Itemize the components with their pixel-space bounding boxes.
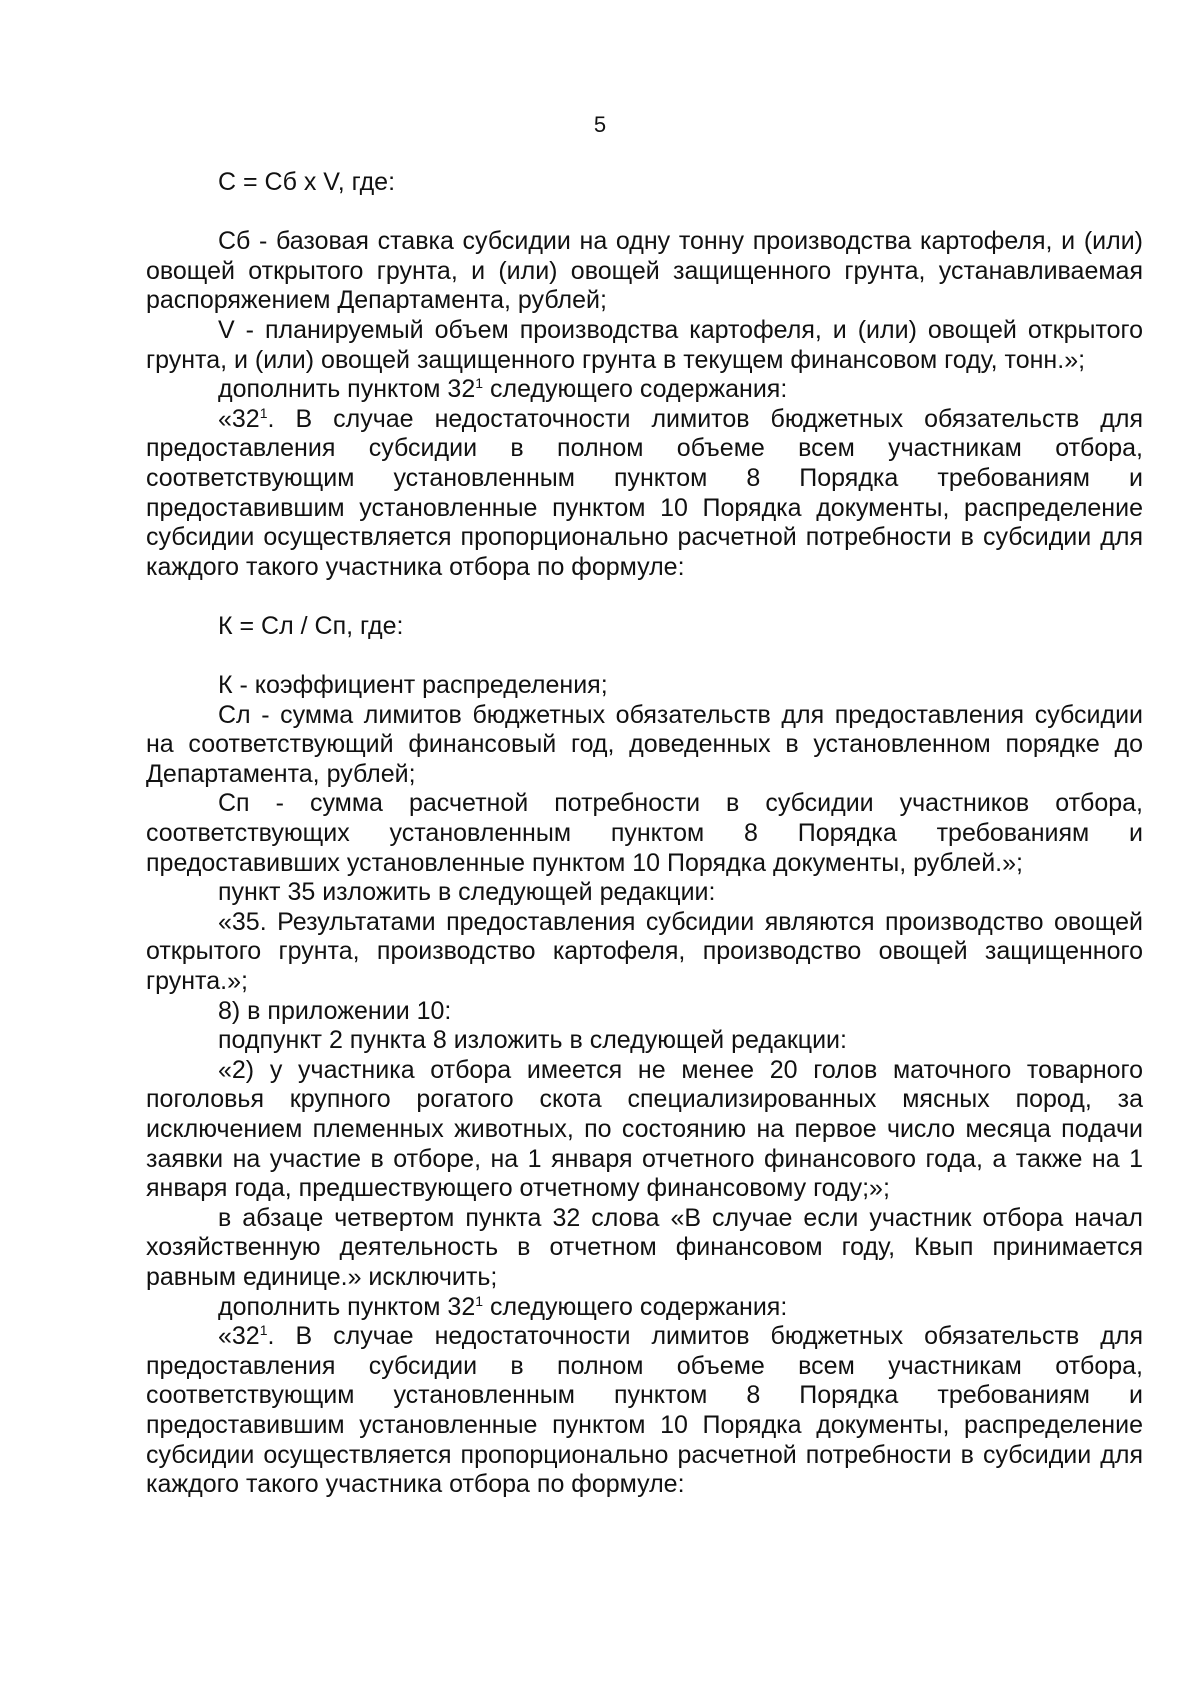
clause-text: «32 — [218, 404, 260, 433]
formula-k: К = Сл / Сп, где: — [218, 611, 404, 640]
definition-k: К - коэффициент распределения; — [218, 671, 608, 700]
clause-text: «32 — [218, 1322, 260, 1351]
definition-sp: Сп - сумма расчетной потребности в субсидии участников отбора, соответствующих установленным пунктом 8 Порядка требованиям и предоставивших установленные пунктом 10 Порядка документы, рублей.»; — [146, 789, 1143, 877]
formula-c: С = Сб х V, где: — [218, 168, 396, 196]
definition-v: V - планируемый объем производства картофеля, и (или) овощей открытого грунта, и (или) овощей защищенного грунта в текущем финансовом году, тонн.»; — [146, 315, 1143, 374]
page-number: 5 — [593, 112, 607, 137]
amendment-text: следующего содержания: — [483, 375, 788, 404]
clause-text: . В случае недостаточности лимитов бюджетных обязательств для предоставления субсидии в полном объеме всем участникам отбора, соответствующим установленным пунктом 8 Порядка требованиям и предоставившим установленные пунктом 10 Порядка документы, распределение субсидии осуществляется пропорционально расчетной потребности в субсидии для каждого такого участника отбора по формуле: — [146, 404, 1143, 581]
clause-32-1 — [146, 405, 1143, 583]
subpoint-2-intro: подпункт 2 пункта 8 изложить в следующей редакции: — [218, 1026, 847, 1055]
subpoint-2: «2) у участника отбора имеется не менее 20 голов маточного товарного поголовья крупного рогатого скота специализированных мясных пород, за исключением племенных животных, по состоянию на первое число месяца подачи заявки на участие в отборе, на 1 января отчетного финансового года, а также на 1 января года, предшествующего отчетному финансовому году;»; — [146, 1055, 1143, 1203]
clause-32-1-second — [146, 1322, 1143, 1500]
superscript: 1 — [475, 375, 484, 392]
clause-35: «35. Результатами предоставления субсидии являются производство овощей открытого грунта, производство картофеля, производство овощей защищенного грунта.»; — [146, 907, 1143, 996]
definition-sb: Сб - базовая ставка субсидии на одну тонну производства картофеля, и (или) овощей открытого грунта, и (или) овощей защищенного грунта, устанавливаемая распоряжением Департамента, рублей; — [146, 227, 1143, 315]
paragraph-4-amendment: в абзаце четвертом пункта 32 слова «В случае если участник отбора начал хозяйственную деятельность в отчетном финансовом году, Квып принимается равным единице.» исключить; — [146, 1203, 1143, 1291]
amendment-35-intro: пункт 35 изложить в следующей редакции: — [218, 878, 716, 907]
amendment-text: дополнить пунктом 32 — [218, 1292, 476, 1321]
definition-sl: Сл - сумма лимитов бюджетных обязательств для предоставления субсидии на соответствующий финансовый год, доведенных в установленном порядке до Департамента, рублей; — [146, 700, 1143, 788]
amendment-text: следующего содержания: — [483, 1292, 788, 1321]
superscript: 1 — [259, 1322, 268, 1339]
amendment-text: дополнить пунктом 32 — [218, 375, 476, 404]
clause-text: . В случае недостаточности лимитов бюджетных обязательств для предоставления субсидии в полном объеме всем участникам отбора, соответствующим установленным пунктом 8 Порядка требованиям и предоставившим установленные пунктом 10 Порядка документы, распределение субсидии осуществляется пропорционально расчетной потребности в субсидии для каждого такого участника отбора по формуле: — [146, 1322, 1143, 1499]
item-8: 8) в приложении 10: — [218, 996, 452, 1025]
superscript: 1 — [259, 404, 268, 421]
document-body — [146, 168, 1143, 1500]
amendment-add-32-1-second — [146, 1293, 1143, 1323]
superscript: 1 — [475, 1292, 484, 1309]
amendment-add-32-1 — [146, 375, 1143, 405]
